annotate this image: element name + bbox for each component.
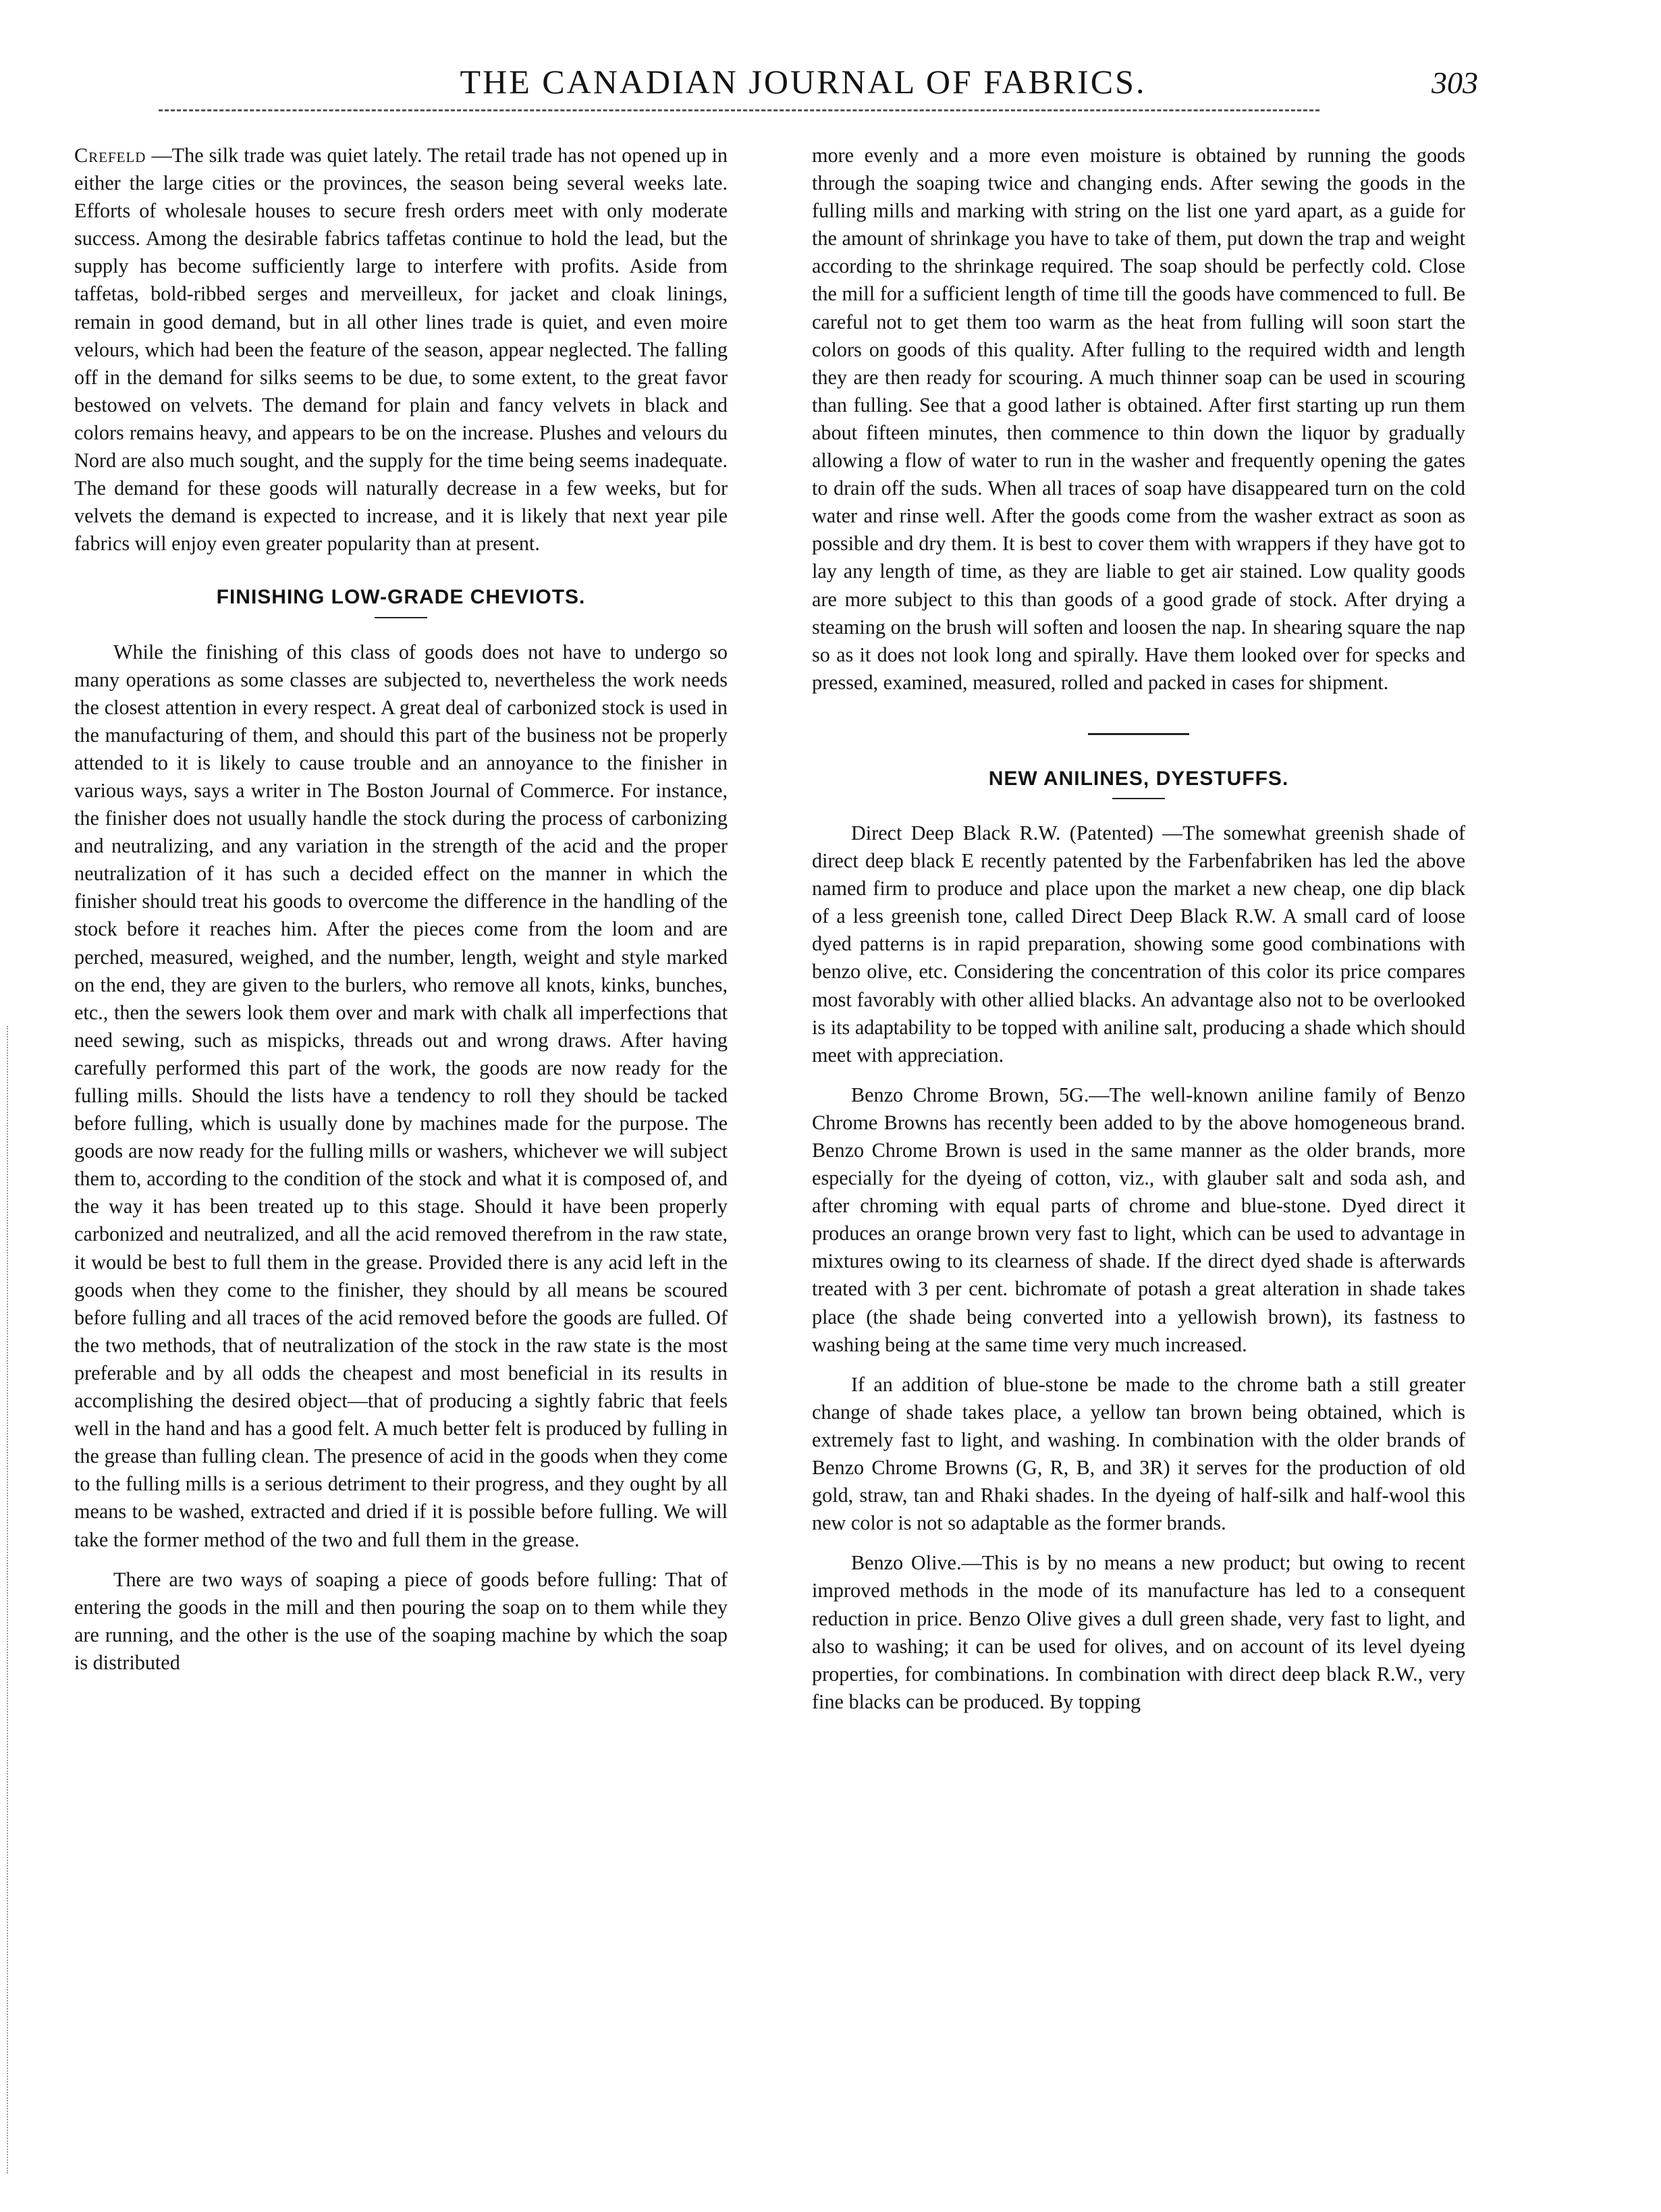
journal-title: THE CANADIAN JOURNAL OF FABRICS. [460, 63, 1147, 101]
page-number: 303 [1432, 65, 1478, 100]
cheviots-heading: FINISHING LOW-GRADE CHEVIOTS. [216, 586, 586, 609]
anilines-heading: NEW ANILINES, DYESTUFFS. [988, 767, 1289, 790]
crefeld-paragraph [74, 142, 728, 558]
cheviots-paragraph-1: While the finishing of this class of goods does not have to undergo so many operations as some classes are subjected to, nevertheless the work needs the closest attention in every respect. A great deal of carbonized stock is used in the manufacturing of them, and should this part of the business not be properly attended to it is likely to cause trouble and an annoyance to the finisher in various ways, says a writer in The Boston Journal of Commerce. For instance, the finisher does not usually handle the stock during the process of carbonizing and neutralizing, and any variation in the strength of the acid and the proper neutralization of it has such a decided effect on the manner in which the finisher should treat his goods to overcome the difference in the handling of the stock before it reaches him. After the pieces come from the loom and are perched, measured, weighed, and the number, length, weight and style marked on the end, they are given to the burlers, who remove all knots, kinks, bunches, etc., then the sewers look them over and mark with chalk all imperfections that need sewing, such as mispicks, threads out and wrong draws. After having carefully performed this part of the work, the goods are now ready for the fulling mills. Should the lists have a tendency to roll they should be tacked before fulling, which is usually done by machines made for the purpose. The goods are now ready for the fulling mills or washers, whichever we will subject them to, according to the condition of the stock and what it is composed of, and the way it has been treated up to this stage. Should it have been properly carbonized and neutralized, and all the acid removed therefrom in the raw state, it would be best to full them in the grease. Provided there is any acid left in the goods when they come to the finisher, they should by all means be scoured before fulling and all traces of the acid removed before the goods are fulled. Of the two methods, that of neutralization of the stock in the raw state is the most preferable and by all odds the cheapest and most beneficial in its results in accomplishing the desired object—that of producing a sightly fabric that feels well in the hand and has a good felt. A much better felt is produced by fulling in the grease than fulling clean. The presence of acid in the goods when they come to the fulling mills is a serious detriment to their progress, and they ought by all means to be washed, extracted and dried if it is possible before fulling. We will take the former method of the two and full them in the grease. [74, 640, 728, 1551]
direct-deep-black-paragraph: Direct Deep Black R.W. (Patented) —The somewhat greenish shade of direct deep black E recently patented by the Farbenfabriken has led the above named firm to produce and place upon the market a new cheap, one dip black of a less greenish tone, called Direct Deep Black R.W. A small card of loose dyed patterns is in rapid preparation, showing some good combinations with benzo olive, etc. Considering the concentration of this color its price compares most favorably with other allied blacks. An advantage also not to be overlooked is its adaptability to be topped with aniline salt, producing a shade which should meet with appreciation. [812, 821, 1465, 1067]
right-column [812, 142, 1465, 1728]
crefeld-text: —The silk trade was quiet lately. The retail trade has not opened up in either the large cities or the provinces, the season being several weeks late. Efforts of wholesale houses to secure fresh orders meet with only moderate success. Among the desirable fabrics taffetas continue to hold the lead, but the supply has become sufficiently large to interfere with profits. Aside from taffetas, bold-ribbed serges and merveilleux, for jacket and cloak linings, remain in good demand, but in all other lines trade is quiet, and even moire velours, which had been the feature of the season, appear neglected. The falling off in the demand for silks seems to be due, to some extent, to the great favor bestowed on velvets. The demand for plain and fancy velvets in black and colors remains heavy, and appears to be on the increase. Plushes and velours du Nord are also much sought, and the supply for the time being seems inadequate. The demand for these goods will naturally decrease in a few weeks, but for velvets the demand is expected to increase, and it is likely that next year pile fabrics will enjoy even greater popularity than at present. [74, 144, 728, 556]
page-header [128, 62, 1478, 109]
header-rule [159, 109, 1319, 111]
benzo-olive-paragraph: Benzo Olive.—This is by no means a new product; but owing to recent improved methods in the mode of its manufacture has led to a consequent reduction in price. Benzo Olive gives a dull green shade, very fast to light, and also to washing; it can be used for olives, and on account of its level dyeing properties, for combinations. In combination with direct deep black R.W., very fine blacks can be produced. By topping [812, 1551, 1465, 1713]
heading-rule [1112, 798, 1165, 799]
cheviots-continuation: more evenly and a more even moisture is obtained by running the goods through the soaping twice and changing ends. After sewing the goods in the fulling mills and marking with string on the list one yard apart, as a guide for the amount of shrinkage you have to take of them, put down the trap and weight according to the shrinkage required. The soap should be perfectly cold. Close the mill for a sufficient length of time till the goods have commenced to full. Be careful not to get them too warm as the heat from fulling will soon start the colors on goods of this quality. After fulling to the required width and length they are then ready for scouring. A much thinner soap can be used in scouring than fulling. See that a good lather is obtained. After first starting up run them about fifteen minutes, then commence to thin down the liquor by gradually allowing a flow of water to run in the washer and frequently opening the gates to drain off the suds. When all traces of soap have disappeared turn on the cold water and rinse well. After the goods come from the washer extract as soon as possible and dry them. It is best to cover them with wrappers if they have got to lay any length of time, as they are liable to get air stained. Low quality goods are more subject to this than goods of a good grade of stock. After drying a steaming on the brush will soften and loosen the nap. In shearing square the nap so as it does not look long and spirally. Have them looked over for specks and pressed, examined, measured, rolled and packed in cases for shipment. [812, 144, 1465, 694]
binding-edge [7, 1026, 11, 2174]
benzo-chrome-brown-paragraph: Benzo Chrome Brown, 5G.—The well-known aniline family of Benzo Chrome Browns has recently been added to by the above homogeneous brand. Benzo Chrome Brown is used in the same manner as the older brands, more especially for the dyeing of cotton, viz., with glauber salt and soda ash, and after chroming with equal parts of chrome and blue-stone. Dyed direct it produces an orange brown very fast to light, which can be used to advantage in mixtures owing to its clearness of shade. If the direct dyed shade is afterwards treated with 3 per cent. bichromate of potash a great alteration in shade takes place (the shade being converted into a yellowish brown), its fastness to washing being at the same time very much increased. [812, 1083, 1465, 1356]
section-divider [1088, 733, 1189, 735]
cheviots-paragraph-2: There are two ways of soaping a piece of goods before fulling: That of entering the goods in the mill and then pouring the soap on to them while they are running, and the other is the use of the soaping machine by which the soap is distributed [74, 1567, 728, 1674]
heading-rule [375, 617, 427, 618]
left-column [74, 142, 728, 1689]
crefeld-lead: Crefeld [74, 144, 146, 167]
blue-stone-paragraph: If an addition of blue-stone be made to the chrome bath a still greater change of shade takes place, a yellow tan brown being obtained, which is extremely fast to light, and washing. In combination with the older brands of Benzo Chrome Browns (G, R, B, and 3R) it serves for the production of old gold, straw, tan and Rhaki shades. In the dyeing of half-silk and half-wool this new color is not so adaptable as the former brands. [812, 1372, 1465, 1535]
